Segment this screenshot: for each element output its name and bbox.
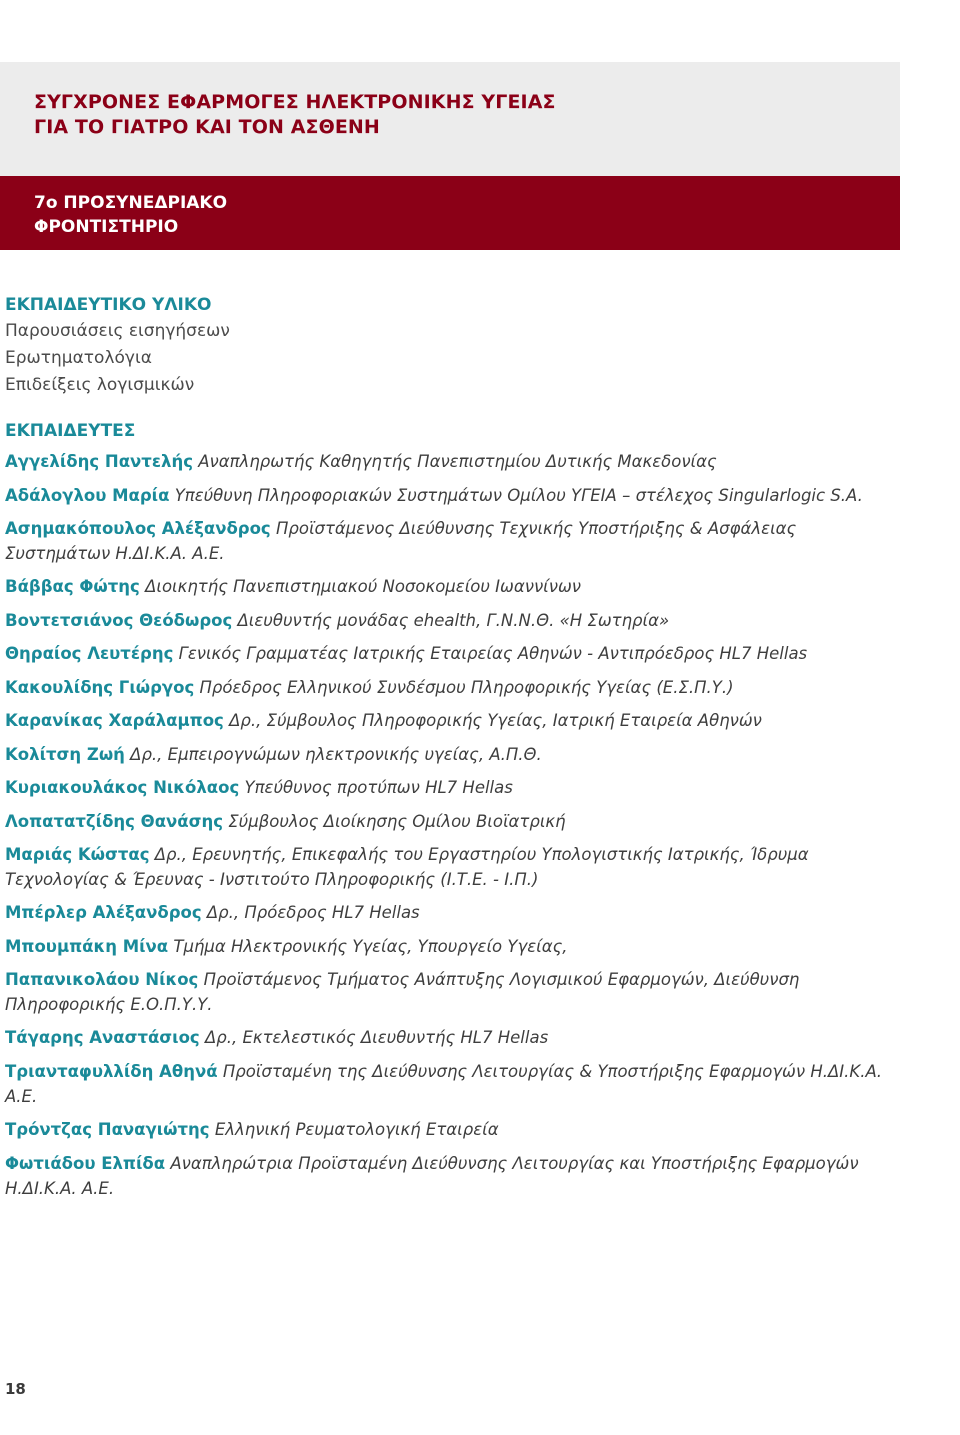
- instructor-name: Αδάλογλου Μαρία: [5, 485, 170, 505]
- instructor-item: [5, 574, 905, 599]
- instructor-name: Βάββας Φώτης: [5, 577, 140, 596]
- material-item: Παρουσιάσεις εισηγήσεων: [5, 321, 230, 341]
- instructor-role: Γενικός Γραμματέας Ιατρικής Εταιρείας Αθηνών - Αντιπρόεδρος HL7 Hellas: [178, 644, 808, 663]
- instructor-role: Δρ., Ερευνητής, Επικεφαλής του Εργαστηρίου Υπολογιστικής Ιατρικής, Ίδρυμα Τεχνολογίας & Έρευνας - Ινστιτούτο Πληροφορικής (Ι.Τ.Ε. - Ι.Π.): [5, 845, 809, 889]
- instructor-role: Υπεύθυνη Πληροφοριακών Συστημάτων Ομίλου ΥΓΕΙΑ – στέλεχος Singularlogic S.A.: [174, 485, 863, 505]
- page-number: 18: [5, 1380, 26, 1398]
- page-title-line-2: ΓΙΑ ΤΟ ΓΙΑΤΡΟ ΚΑΙ ΤΟΝ ΑΣΘΕΝΗ: [34, 116, 380, 138]
- instructor-role: Δρ., Εμπειρογνώμων ηλεκτρονικής υγείας, Α.Π.Θ.: [130, 744, 542, 764]
- instructor-name: Καρανίκας Χαράλαμπος: [5, 711, 224, 730]
- instructor-item: [5, 775, 905, 800]
- instructor-name: Λοπατατζίδης Θανάσης: [5, 811, 223, 831]
- instructor-name: Παπανικολάου Νίκος: [5, 970, 199, 989]
- instructor-name: Μπέρλερ Αλέξανδρος: [5, 903, 202, 922]
- instructor-role: Υπεύθυνος προτύπων HL7 Hellas: [244, 778, 513, 797]
- instructor-role: Δρ., Εκτελεστικός Διευθυντής HL7 Hellas: [204, 1028, 549, 1047]
- instructor-item: [5, 483, 905, 508]
- instructor-name: Μαριάς Κώστας: [5, 845, 150, 864]
- instructor-name: Φωτιάδου Ελπίδα: [5, 1153, 166, 1173]
- instructor-role: Δρ., Σύμβουλος Πληροφορικής Υγείας, Ιατρική Εταιρεία Αθηνών: [229, 711, 762, 730]
- instructor-role: Αναπληρώτρια Προϊσταμένη Διεύθυνσης Λειτουργίας και Υποστήριξης Εφαρμογών Η.ΔΙ.Κ.Α. Α.Ε.: [5, 1153, 859, 1198]
- material-item: Ερωτηματολόγια: [5, 348, 152, 368]
- instructor-role: Προϊστάμενος Τμήματος Ανάπτυξης Λογισμικού Εφαρμογών, Διεύθυνση Πληροφορικής Ε.Ο.Π.Υ.Υ.: [5, 970, 800, 1014]
- instructor-name: Κακουλίδης Γιώργος: [5, 677, 195, 697]
- instructor-name: Τρόντζας Παναγιώτης: [5, 1120, 210, 1139]
- instructor-name: Τριανταφυλλίδη Αθηνά: [5, 1061, 218, 1081]
- instructor-role: Προϊστάμενος Διεύθυνσης Τεχνικής Υποστήριξης & Ασφάλειας Συστημάτων Η.ΔΙ.Κ.Α. Α.Ε.: [5, 519, 797, 563]
- instructor-item: [5, 449, 905, 474]
- event-title-line-1: 7ο ΠΡΟΣΥΝΕΔΡΙΑΚΟ: [34, 193, 228, 213]
- instructor-name: Ασημακόπουλος Αλέξανδρος: [5, 519, 271, 538]
- instructor-name: Μπουμπάκη Μίνα: [5, 936, 169, 956]
- instructor-item: [5, 516, 905, 566]
- instructor-name: Τάγαρης Αναστάσιος: [5, 1028, 200, 1047]
- instructor-role: Πρόεδρος Ελληνικού Συνδέσμου Πληροφορικής Υγείας (Ε.Σ.Π.Υ.): [199, 677, 734, 697]
- instructor-name: Κυριακουλάκος Νικόλαος: [5, 778, 240, 797]
- event-title-line-2: ΦΡΟΝΤΙΣΤΗΡΙΟ: [34, 217, 179, 237]
- instructor-role: Τμήμα Ηλεκτρονικής Υγείας, Υπουργείο Υγείας,: [173, 936, 568, 956]
- material-item: Επιδείξεις λογισμικών: [5, 375, 195, 395]
- page-title-line-1: ΣΥΓΧΡΟΝΕΣ ΕΦΑΡΜΟΓΕΣ ΗΛΕΚΤΡΟΝΙΚΗΣ ΥΓΕΙΑΣ: [34, 91, 556, 113]
- instructor-item: [5, 1117, 905, 1142]
- instructor-role: Δρ., Πρόεδρος HL7 Hellas: [206, 903, 420, 922]
- instructor-item: [5, 809, 905, 834]
- instructor-item: [5, 900, 905, 925]
- page-title: [34, 90, 556, 140]
- instructors-heading: ΕΚΠΑΙΔΕΥΤΕΣ: [5, 421, 136, 441]
- instructor-role: Ελληνική Ρευματολογική Εταιρεία: [214, 1120, 499, 1139]
- instructor-name: Κολίτση Ζωή: [5, 744, 125, 764]
- instructor-role: Διευθυντής μονάδας ehealth, Γ.Ν.Ν.Θ. «Η Σωτηρία»: [237, 610, 670, 630]
- instructor-role: Διοικητής Πανεπιστημιακού Νοσοκομείου Ιωαννίνων: [145, 577, 582, 596]
- instructors-list: [5, 449, 905, 1201]
- event-title: [34, 191, 227, 239]
- instructor-item: [5, 1059, 905, 1109]
- instructor-item: [5, 641, 905, 666]
- instructor-item: [5, 1025, 905, 1050]
- material-heading: ΕΚΠΑΙΔΕΥΤΙΚΟ ΥΛΙΚΟ: [5, 295, 212, 315]
- instructor-item: [5, 1151, 905, 1201]
- instructor-name: Βοντετσιάνος Θεόδωρος: [5, 610, 233, 630]
- instructor-item: [5, 675, 905, 700]
- instructor-name: Αγγελίδης Παντελής: [5, 452, 193, 471]
- instructor-item: [5, 742, 905, 767]
- content: [5, 294, 905, 1209]
- instructor-name: Θηραίος Λευτέρης: [5, 644, 174, 663]
- instructor-item: [5, 842, 905, 892]
- instructor-item: [5, 608, 905, 633]
- instructor-item: [5, 934, 905, 959]
- instructor-role: Αναπληρωτής Καθηγητής Πανεπιστημίου Δυτικής Μακεδονίας: [198, 452, 717, 471]
- instructor-item: [5, 708, 905, 733]
- material-list: [5, 318, 905, 399]
- instructor-role: Σύμβουλος Διοίκησης Ομίλου Βιοϊατρική: [228, 811, 566, 831]
- instructor-role: Προϊσταμένη της Διεύθυνσης Λειτουργίας & Υποστήριξης Εφαρμογών Η.ΔΙ.Κ.Α. Α.Ε.: [5, 1061, 882, 1106]
- instructor-item: [5, 967, 905, 1017]
